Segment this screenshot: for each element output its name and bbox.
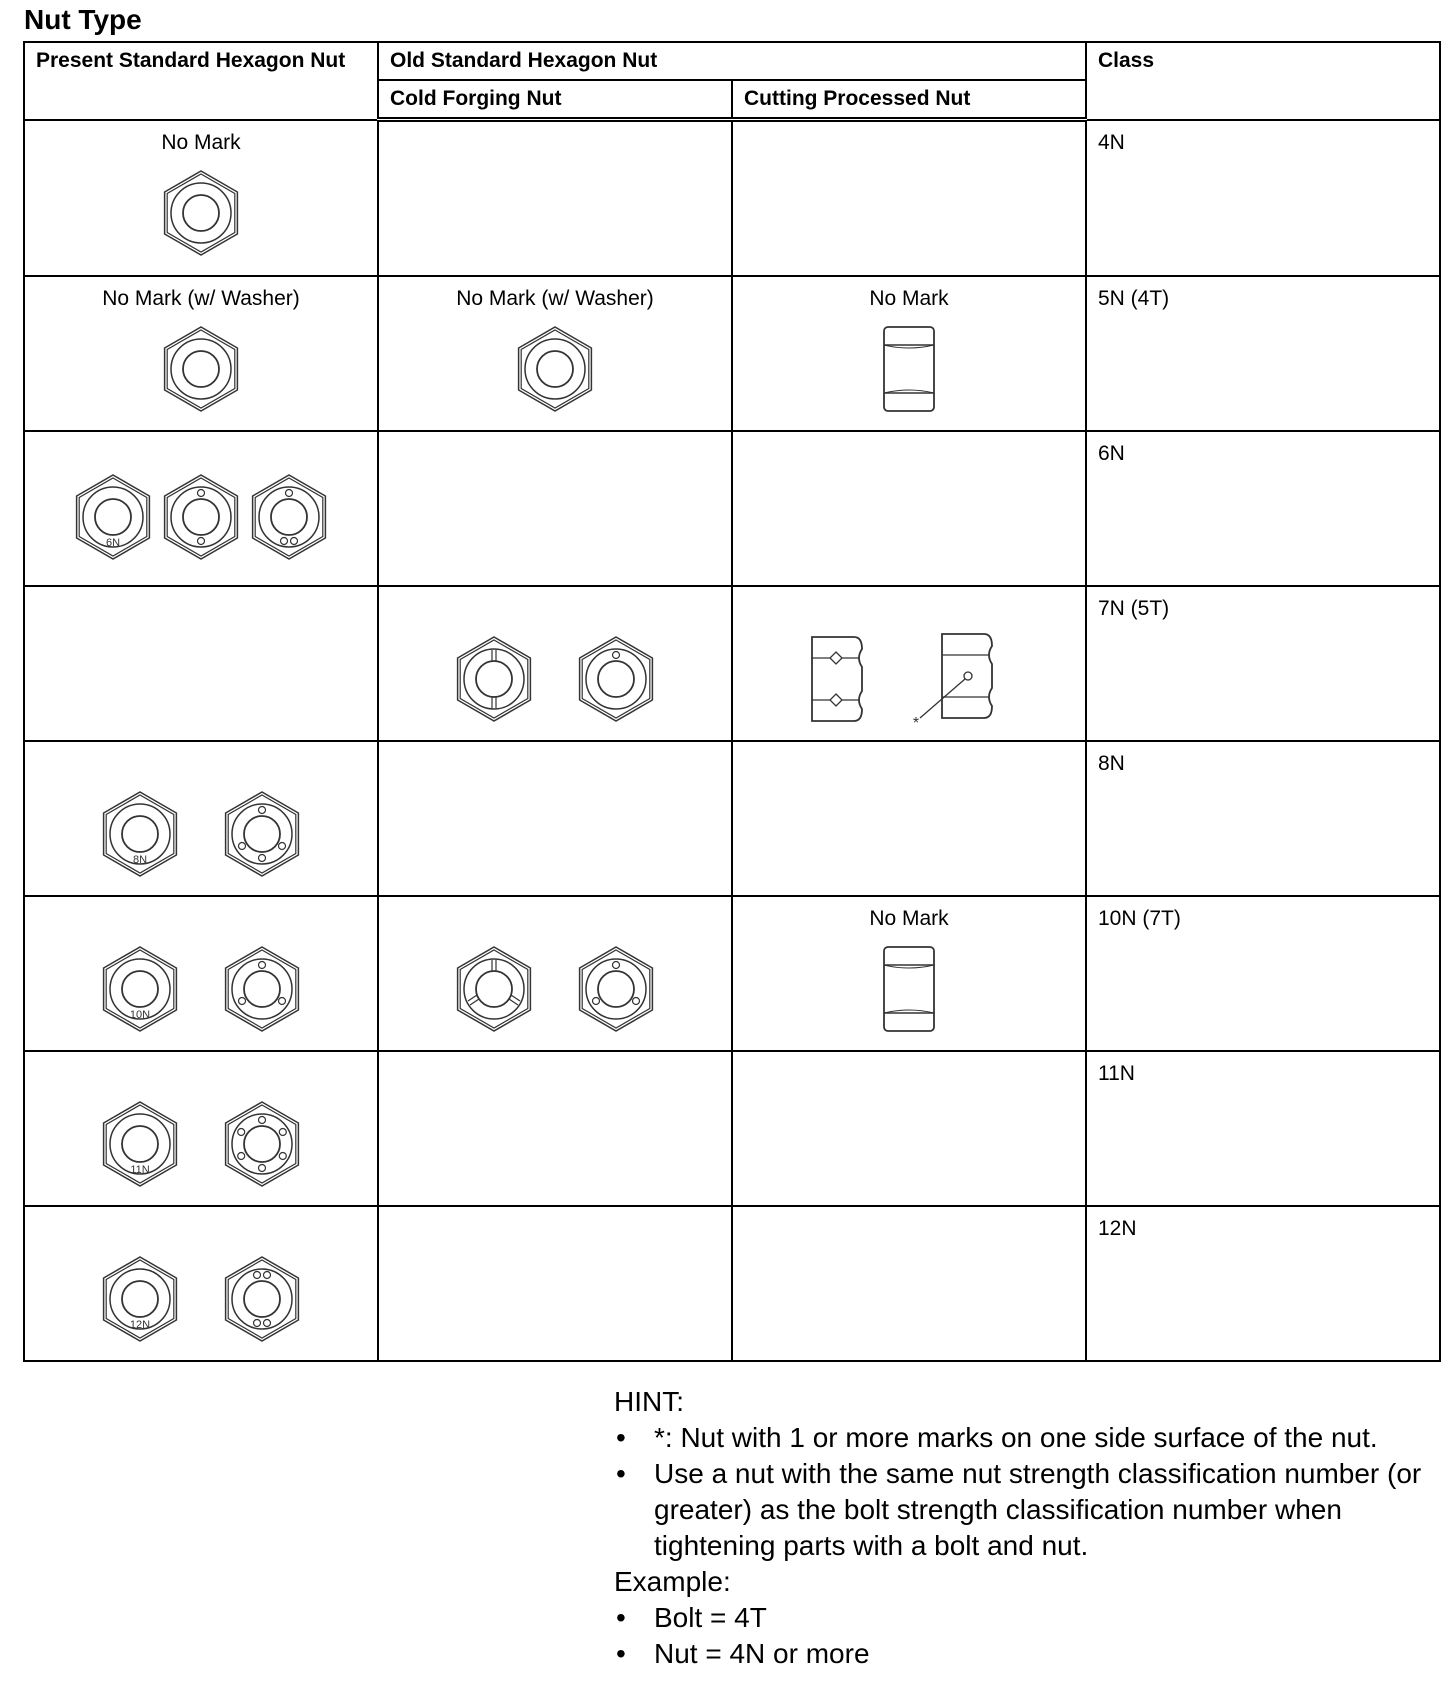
class-label: 8N [1098, 752, 1125, 775]
cutting-processed-cell [732, 1051, 1086, 1206]
table-row [24, 741, 1440, 896]
cutting-processed-cell [732, 1206, 1086, 1361]
hint-block [614, 1384, 1454, 1672]
page-title: Nut Type [24, 4, 142, 35]
table-row [24, 1051, 1440, 1206]
side-view-nut-icon [881, 324, 937, 414]
header-row-top [24, 42, 1440, 80]
class-cell [1086, 276, 1440, 431]
class-cell [1086, 1051, 1440, 1206]
washer-hex-nut-icon [161, 325, 241, 413]
nut-mark-text: 10N [129, 1008, 151, 1021]
hex-nut-marked-8n-icon [100, 790, 180, 878]
header-present-standard: Present Standard Hexagon Nut [24, 42, 378, 120]
present-cell [24, 896, 378, 1051]
table-row [24, 896, 1440, 1051]
hex-nut-marked-10n-icon [100, 945, 180, 1033]
cold-forging-cell [378, 120, 732, 277]
no-mark-label: No Mark [869, 287, 949, 310]
table-row [24, 1206, 1440, 1361]
nut-mark-text: 12N [129, 1318, 151, 1331]
example-title: Example: [614, 1566, 731, 1597]
no-mark-washer-label: No Mark (w/ Washer) [456, 287, 654, 310]
cutting-processed-cell [732, 120, 1086, 277]
class-label: 5N (4T) [1098, 287, 1170, 310]
asterisk-note: * [912, 714, 920, 732]
nut-mark-text: 11N [130, 1163, 150, 1176]
hint-list [614, 1420, 1454, 1564]
class-cell [1086, 586, 1440, 741]
header-cutting-processed: Cutting Processed Nut [732, 80, 1086, 120]
no-mark-label: No Mark [161, 130, 241, 154]
cold-forging-cell [378, 276, 732, 431]
hex-nut-four-dots-icon [222, 790, 302, 878]
present-cell [24, 276, 378, 431]
hex-nut-three-dots-icon [249, 473, 329, 561]
hex-nut-two-dots-icon [161, 473, 241, 561]
cold-forging-cell [378, 431, 732, 586]
cold-forging-cell [378, 1206, 732, 1361]
class-cell [1086, 120, 1440, 277]
example-list [614, 1600, 1454, 1672]
hex-nut-three-slots-icon [454, 945, 534, 1033]
hex-nut-marked-11n-icon [100, 1100, 180, 1188]
cold-forging-cell [378, 1051, 732, 1206]
class-cell [1086, 1206, 1440, 1361]
header-old-standard: Old Standard Hexagon Nut [378, 42, 1086, 80]
header-cold-forging: Cold Forging Nut [378, 80, 732, 120]
hex-nut-one-dot-icon [576, 635, 656, 723]
cutting-processed-cell [732, 431, 1086, 586]
no-mark-washer-label: No Mark (w/ Washer) [102, 287, 300, 310]
no-mark-label: No Mark [869, 907, 949, 930]
present-cell [24, 120, 378, 277]
class-label: 6N [1098, 442, 1125, 465]
nut-mark-text: 8N [132, 853, 148, 866]
hex-nut-two-slots-icon [454, 635, 534, 723]
table-row [24, 276, 1440, 431]
present-cell [24, 741, 378, 896]
hex-nut-three-dots-icon [222, 945, 302, 1033]
class-label: 7N (5T) [1098, 597, 1170, 620]
table-row [24, 431, 1440, 586]
class-label: 10N (7T) [1098, 907, 1181, 930]
cold-forging-cell [378, 741, 732, 896]
hex-nut-four-double-dots-icon [222, 1255, 302, 1343]
cold-forging-cell [378, 586, 732, 741]
present-cell [24, 431, 378, 586]
hex-nut-three-dots-icon [576, 945, 656, 1033]
hint-item: • Use a nut with the same nut strength classification number (or greater) as the bolt strength classification number when tightening parts with a bolt and nut. [614, 1456, 1454, 1564]
table-row [24, 120, 1440, 277]
class-label: 11N [1098, 1062, 1135, 1085]
nut-mark-text: 6N [105, 536, 121, 549]
washer-hex-nut-icon [515, 325, 595, 413]
class-cell [1086, 741, 1440, 896]
present-cell [24, 586, 378, 741]
example-item: • Bolt = 4T [614, 1600, 1454, 1636]
side-view-nut-icon [881, 944, 937, 1034]
class-cell [1086, 896, 1440, 1051]
class-cell [1086, 431, 1440, 586]
hex-nut-marked-6n-icon [73, 473, 153, 561]
table-row [24, 586, 1440, 741]
class-label: 4N [1098, 130, 1125, 154]
present-cell [24, 1051, 378, 1206]
nut-type-table [23, 41, 1441, 1362]
side-view-nut-one-mark-icon [908, 629, 1012, 732]
hex-nut-marked-12n-icon [100, 1255, 180, 1343]
class-label: 12N [1098, 1217, 1137, 1240]
cold-forging-cell [378, 896, 732, 1051]
hex-nut-six-dots-icon [222, 1100, 302, 1188]
present-cell [24, 1206, 378, 1361]
hint-item: • *: Nut with 1 or more marks on one side surface of the nut. [614, 1420, 1454, 1456]
hint-title: HINT: [614, 1386, 684, 1417]
cutting-processed-cell [732, 896, 1086, 1051]
example-item: • Nut = 4N or more [614, 1636, 1454, 1672]
header-class: Class [1086, 42, 1440, 120]
side-view-nut-two-marks-icon [806, 632, 866, 726]
cutting-processed-cell [732, 741, 1086, 896]
cutting-processed-cell [732, 586, 1086, 741]
plain-hex-nut-icon [161, 169, 241, 257]
cutting-processed-cell [732, 276, 1086, 431]
